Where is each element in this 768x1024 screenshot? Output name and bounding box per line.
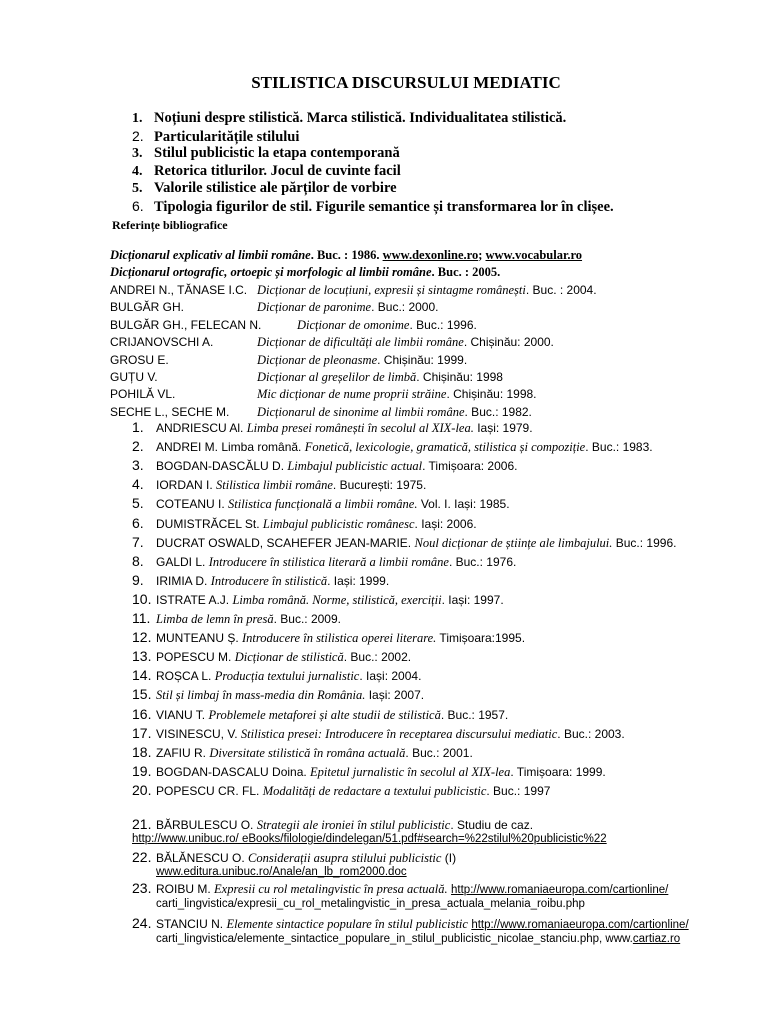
item-number: 12. bbox=[132, 629, 152, 646]
item-author: GALDI L. bbox=[156, 554, 209, 569]
author-entry bbox=[110, 405, 532, 420]
bibliography-item bbox=[132, 648, 411, 665]
topic-text: Retorica titlurilor. Jocul de cuvinte facil bbox=[154, 162, 401, 179]
topic-number: 6. bbox=[132, 197, 144, 214]
online-reference bbox=[132, 880, 668, 897]
item-number: 16. bbox=[132, 705, 152, 722]
item-author: COTEANU I. bbox=[156, 497, 229, 512]
work-title: Dicționar de locuțiuni, expresii și sintagme românești bbox=[257, 283, 526, 297]
topic-item bbox=[132, 145, 614, 163]
item-author: ROȘCA L. bbox=[156, 669, 215, 684]
publication-info: . Chișinău: 1998. bbox=[446, 387, 537, 402]
item-number: 4. bbox=[132, 476, 144, 493]
publication-info: . Buc.: 1982. bbox=[464, 404, 532, 419]
bibliography-item bbox=[132, 476, 426, 493]
work-title: Dicționar de pleonasme bbox=[257, 352, 378, 367]
author-name: SECHE L., SECHE M. bbox=[110, 404, 230, 419]
reference-url bbox=[156, 933, 680, 945]
item-title: Producția textului jurnalistic bbox=[214, 669, 360, 684]
topic-item bbox=[132, 128, 614, 146]
item-title: Stilistica presei: Introducere în receptarea discursului mediatic bbox=[240, 726, 558, 741]
item-title: Introducere în stilistica literară a limbii române bbox=[208, 554, 449, 569]
item-number: 9. bbox=[132, 571, 144, 588]
publication-info: . Buc.: 2000. bbox=[371, 300, 439, 315]
item-number: 1. bbox=[132, 419, 144, 435]
bibliography-item bbox=[132, 572, 389, 589]
item-author: VISINESCU, V. bbox=[156, 726, 241, 741]
author-name: BULGĂR GH. bbox=[110, 300, 185, 315]
author-entry bbox=[110, 283, 597, 298]
item-publication: . Buc.: 1997 bbox=[486, 783, 551, 798]
item-author: POPESCU M. bbox=[156, 650, 235, 665]
item-publication: . Iași: 2004. bbox=[359, 669, 422, 684]
dictionary-title: Dicționarul explicativ al limbii române bbox=[110, 248, 311, 262]
author-entry bbox=[110, 370, 503, 385]
publication-info: . Chișinău: 1999. bbox=[377, 352, 468, 367]
topic-number: 2. bbox=[132, 127, 144, 144]
item-publication: (I) bbox=[441, 851, 457, 865]
reference-link[interactable]: http://www.romaniaeuropa.com/cartionline/ bbox=[471, 919, 689, 931]
vocabular-link[interactable]: www.vocabular.ro bbox=[485, 248, 583, 262]
item-title: Considerații asupra stilului publicistic bbox=[248, 851, 442, 865]
item-publication: . Iași: 2006. bbox=[414, 516, 477, 531]
dictionary-publication: . Buc. : 2005. bbox=[431, 265, 501, 279]
work-title: Dicționar de dificultăți ale limbii române bbox=[257, 335, 464, 350]
work-title: Dicționarul de sinonime al limbii române bbox=[257, 404, 465, 419]
author-entry bbox=[110, 387, 537, 402]
item-author: IRIMIA D. bbox=[156, 573, 211, 588]
dictionary-title: Dicționarul ortografic, ortoepic și morfologic al limbii române bbox=[110, 265, 432, 279]
bibliography-item bbox=[132, 629, 525, 646]
item-publication: . Buc.: 1976. bbox=[448, 554, 517, 569]
reference-url-text: carti_lingvistica/expresii_cu_rol_metalingvistic_in_presa_actuala_melania_roibu.php bbox=[156, 898, 585, 910]
item-author: STANCIU N. bbox=[156, 917, 227, 931]
item-number: 10. bbox=[132, 590, 152, 607]
item-author: BOGDAN-DASCALU Doina. bbox=[156, 764, 311, 779]
online-reference bbox=[132, 915, 689, 932]
bibliography-item bbox=[132, 782, 550, 799]
author-entry bbox=[110, 335, 554, 350]
item-publication: Buc.: 1996. bbox=[612, 535, 677, 550]
item-title: Stil și limbaj în mass-media din România. bbox=[156, 688, 366, 703]
work-title: Dicționar de omonime bbox=[297, 317, 410, 332]
item-number: 7. bbox=[132, 533, 144, 550]
item-author: POPESCU CR. FL. bbox=[156, 783, 263, 798]
item-publication: Timișoara:1995. bbox=[436, 631, 526, 646]
author-name: GROSU E. bbox=[110, 352, 169, 367]
author-name: POHILĂ VL. bbox=[110, 387, 176, 402]
publication-info: . Chișinău: 2000. bbox=[463, 335, 554, 350]
item-author: DUCRAT OSWALD, SCAHEFER JEAN-MARIE. bbox=[156, 535, 415, 550]
item-author: ZAFIU R. bbox=[156, 745, 210, 760]
topic-item bbox=[132, 198, 614, 216]
item-author: IORDAN I. bbox=[156, 478, 217, 493]
item-title: Problemele metaforei și alte studii de stilistică bbox=[208, 707, 441, 722]
publication-info: . Chișinău: 1998 bbox=[416, 370, 503, 384]
online-reference bbox=[132, 816, 533, 833]
item-title: Epitetul jurnalistic în secolul al XIX-lea bbox=[310, 764, 511, 779]
bibliography-item bbox=[132, 495, 510, 512]
dictionary-publication: . Buc. : 1986. bbox=[310, 248, 380, 262]
author-entry bbox=[110, 318, 477, 333]
author-name: CRIJANOVSCHI A. bbox=[110, 335, 214, 350]
dictionary-entry bbox=[110, 265, 500, 280]
item-number: 20. bbox=[132, 781, 152, 798]
work-title: Mic dicționar de nume proprii străine bbox=[257, 387, 447, 402]
bibliography-item bbox=[132, 419, 533, 436]
item-number: 13. bbox=[132, 648, 152, 665]
reference-url bbox=[156, 898, 585, 910]
work-title: Dicționar al greșelilor de limbă bbox=[257, 370, 417, 384]
author-name: BULGĂR GH., FELECAN N. bbox=[110, 317, 262, 332]
item-number: 5. bbox=[132, 495, 144, 512]
item-title: Strategii ale ironiei în stilul publicistic bbox=[256, 818, 451, 832]
topic-number: 3. bbox=[132, 146, 143, 161]
item-publication: Iași: 2007. bbox=[365, 688, 425, 703]
bibliography-item bbox=[132, 610, 341, 627]
bibliography-item bbox=[132, 686, 424, 703]
dictionary-entry bbox=[110, 248, 582, 263]
item-number: 21. bbox=[132, 816, 152, 832]
item-title: Limba de lemn în presă bbox=[156, 612, 274, 626]
topic-number: 1. bbox=[132, 111, 143, 126]
item-number: 3. bbox=[132, 457, 144, 474]
bibliography-item bbox=[132, 763, 606, 780]
item-publication: . Buc.: 2002. bbox=[343, 650, 412, 665]
item-number: 2. bbox=[132, 438, 144, 455]
item-author: ANDRIESCU Al. bbox=[156, 421, 247, 435]
bibliography-item bbox=[132, 515, 477, 532]
topic-text: Noțiuni despre stilistică. Marca stilistică. Individualitatea stilistică. bbox=[154, 110, 567, 126]
reference-url bbox=[156, 866, 407, 878]
topic-text: Tipologia figurilor de stil. Figurile semantice și transformarea lor în clișee. bbox=[154, 198, 614, 215]
item-number: 18. bbox=[132, 743, 152, 760]
item-title: Introducere în stilistică bbox=[210, 573, 328, 588]
topic-number: 4. bbox=[132, 163, 143, 179]
item-publication: . Buc.: 2009. bbox=[273, 612, 341, 626]
item-title: Limba presei românești în secolul al XIX-lea. bbox=[246, 421, 474, 435]
item-author: VIANU T. bbox=[156, 707, 209, 722]
item-title: Limba română. Norme, stilistică, exerciții bbox=[232, 592, 442, 607]
item-publication: . Buc.: 1957. bbox=[440, 707, 509, 722]
publication-info: . Buc. : 2004. bbox=[525, 283, 597, 297]
item-title: Limbajul publicistic românesc bbox=[262, 516, 415, 531]
bibliography-item bbox=[132, 706, 508, 723]
bibliography-item bbox=[132, 667, 421, 684]
item-title: Fonetică, lexicologie, gramatică, stilistica și compoziție bbox=[304, 440, 586, 455]
link-separator: ; bbox=[478, 248, 486, 262]
bibliography-item bbox=[132, 534, 676, 551]
item-title: Modalități de redactare a textului publicistic bbox=[262, 783, 487, 798]
topic-number: 5. bbox=[132, 181, 143, 196]
item-title: Stilistica funcțională a limbii române. bbox=[228, 497, 418, 512]
topic-item bbox=[132, 180, 614, 198]
online-reference bbox=[132, 849, 456, 866]
topic-text: Particularitățile stilului bbox=[154, 128, 300, 145]
cartiaz-link[interactable]: cartiaz.ro bbox=[632, 933, 681, 945]
item-author: DUMISTRĂCEL St. bbox=[156, 516, 263, 531]
item-number: 19. bbox=[132, 762, 152, 779]
item-number: 23. bbox=[132, 880, 152, 896]
item-publication: . Buc.: 2003. bbox=[557, 726, 625, 741]
item-title: Diversitate stilistică în româna actuală bbox=[209, 745, 406, 760]
item-title: Expresii cu rol metalingvistic în presa actuală. bbox=[214, 882, 448, 896]
item-number: 8. bbox=[132, 552, 144, 569]
author-name: GUȚU V. bbox=[110, 370, 158, 384]
topic-item bbox=[132, 110, 614, 128]
item-title: Dicționar de stilistică bbox=[234, 650, 344, 665]
publication-info: . Buc.: 1996. bbox=[409, 317, 477, 332]
reference-link[interactable]: http://www.romaniaeuropa.com/cartionline/ bbox=[451, 884, 669, 896]
item-title: Noul dicționar de științe ale limbajului. bbox=[414, 535, 613, 550]
item-publication: . Iași: 1999. bbox=[327, 573, 390, 588]
item-number: 15. bbox=[132, 686, 152, 703]
work-title: Dicționar de paronime bbox=[257, 300, 372, 315]
references-heading: Referințe bibliografice bbox=[112, 218, 228, 232]
item-author: ROIBU M. bbox=[156, 882, 215, 896]
reference-url-text: carti_lingvistica/elemente_sintactice_populare_in_stilul_publicistic_nicolae_stanciu.php, www. bbox=[156, 933, 633, 945]
bibliography-item bbox=[132, 591, 504, 608]
topic-text: Valorile stilistice ale părților de vorbire bbox=[154, 180, 397, 196]
item-title: Limbajul publicistic actual bbox=[287, 459, 423, 474]
item-publication: . Buc.: 1983. bbox=[585, 440, 653, 455]
item-number: 22. bbox=[132, 849, 152, 865]
topics-list bbox=[132, 110, 614, 215]
item-author: BĂRBULESCU O. bbox=[156, 818, 257, 832]
item-number: 11. bbox=[132, 610, 151, 626]
item-number: 17. bbox=[132, 724, 152, 741]
item-number: 6. bbox=[132, 514, 144, 531]
dexonline-link[interactable]: www.dexonline.ro bbox=[382, 248, 479, 262]
item-author: BĂLĂNESCU O. bbox=[156, 851, 249, 865]
item-publication: Vol. I. Iași: 1985. bbox=[417, 497, 510, 512]
bibliography-item bbox=[132, 553, 516, 570]
item-author: ISTRATE A.J. bbox=[156, 592, 233, 607]
bibliography-item bbox=[132, 457, 517, 474]
item-publication: . Timișoara: 2006. bbox=[422, 459, 518, 474]
item-publication: . Iași: 1997. bbox=[441, 592, 504, 607]
item-number: 14. bbox=[132, 667, 152, 684]
item-author: BOGDAN-DASCĂLU D. bbox=[156, 459, 288, 474]
bibliography-item bbox=[132, 744, 473, 761]
reference-url bbox=[132, 833, 607, 845]
item-author: MUNTEANU Ș. bbox=[156, 631, 243, 646]
document-title: STILISTICA DISCURSULUI MEDIATIC bbox=[251, 73, 561, 92]
author-entry bbox=[110, 353, 467, 368]
item-publication: . Timișoara: 1999. bbox=[510, 764, 606, 779]
item-number: 24. bbox=[132, 915, 152, 931]
item-publication: . Studiu de caz. bbox=[450, 818, 534, 832]
item-publication: Iași: 1979. bbox=[473, 421, 533, 435]
bibliography-item bbox=[132, 438, 653, 455]
item-author: ANDREI M. Limba română. bbox=[156, 440, 305, 455]
reference-url-link[interactable]: www.editura.unibuc.ro/Anale/an_lb_rom2000.doc bbox=[156, 866, 407, 878]
topic-text: Stilul publicistic la etapa contemporană bbox=[154, 145, 400, 161]
item-title: Introducere în stilistica operei literare. bbox=[242, 631, 437, 646]
item-publication: . București: 1975. bbox=[332, 478, 427, 493]
author-entry bbox=[110, 300, 439, 315]
item-title: Stilistica limbii române bbox=[216, 478, 333, 493]
reference-url-link[interactable]: http://www.unibuc.ro/ eBooks/filologie/dindelegan/51.pdf#search=%22stilul%20publicistic%22 bbox=[132, 833, 607, 845]
item-title: Elemente sintactice populare în stilul publicistic bbox=[226, 917, 468, 931]
author-name: ANDREI N., TĂNASE I.C. bbox=[110, 283, 248, 297]
bibliography-item bbox=[132, 725, 625, 742]
topic-item bbox=[132, 163, 614, 181]
item-publication: . Buc.: 2001. bbox=[405, 745, 473, 760]
